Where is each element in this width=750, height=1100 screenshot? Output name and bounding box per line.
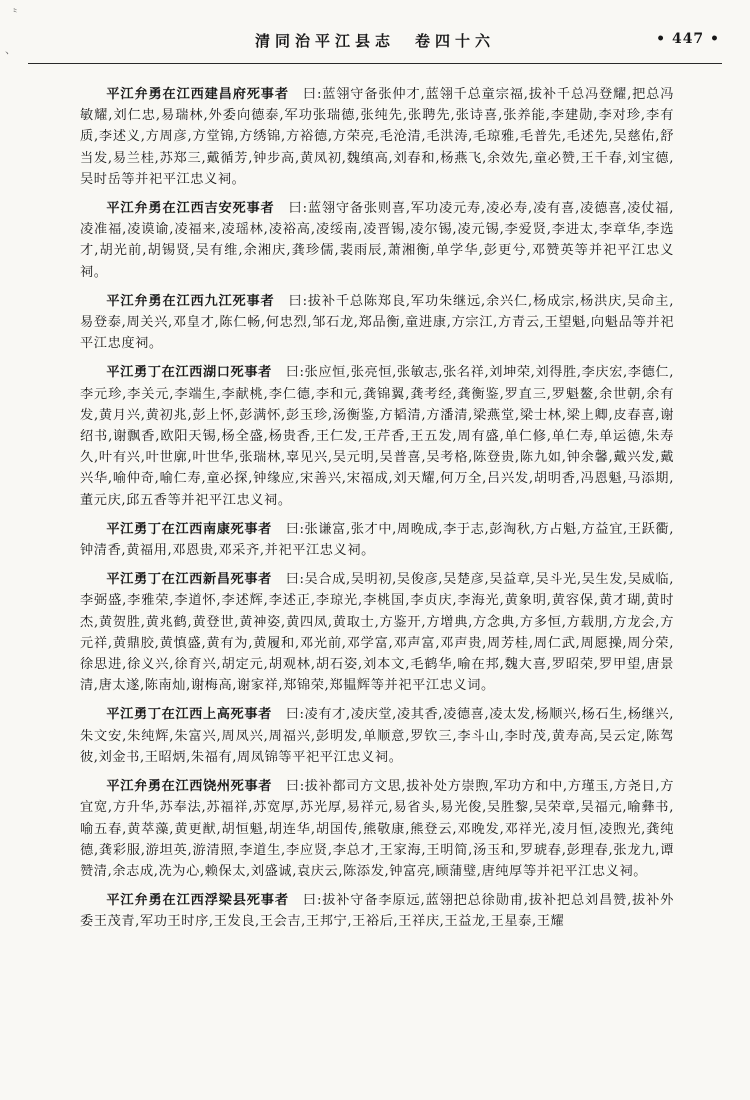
paragraph-heading: 平江弁勇在江西饶州死事者: [106, 779, 273, 795]
paragraph-body: 曰:蓝翎守备张则喜,军功凌元寿,凌必寿,凌有喜,凌德喜,凌仗福,凌准福,凌谟谕,凌福来,凌瑶林,凌裕高,凌绥南,凌晋锡,凌尔锡,凌元锡,李爱贤,李进太,李章华,李选才,胡光前,胡锡贤,吴有维,余湘庆,龚珍儒,裴雨辰,萧湘衡,单学华,彭更兮,邓赞英等并祀平江忠义祠。: [80, 201, 674, 280]
paragraph-body: 曰:吴合成,吴明初,吴俊彦,吴楚彦,吴益章,吴斗光,吴生发,吴威临,李弼盛,李雅荣,李道怀,李述辉,李述正,李琼光,李桃国,李贞庆,李海光,黄象明,黄容保,黄才瑚,黄时杰,黄贺胜,黄兆鹤,黄登世,黄神姿,黄四凤,黄取士,方鉴开,方增典,方念典,方多恒,方载朋,方龙会,方元祥,黄鼎胶,黄慎盛,黄有为,黄履和,邓光前,邓学富,邓声富,邓声贵,周芳桂,周仁武,周愿操,周分荣,徐思进,徐义兴,徐育兴,胡定元,胡观林,胡石姿,刘本文,毛鹤华,喻在邦,魏大喜,罗昭荣,罗甲望,唐景清,唐太遂,陈南灿,谢梅高,谢家祥,郑锦荣,郑韫辉等并祀平江忠义词。: [80, 572, 674, 694]
casualty-paragraph: [80, 519, 674, 561]
paragraph-heading: 平江勇丁在江西南康死事者: [106, 521, 272, 537]
paragraph-body: 曰:蓝翎守备张仲才,蓝翎千总童宗福,拔补千总冯登耀,把总冯敏耀,刘仁忠,易瑞林,外委向德泰,军功张瑞德,张纯先,张聘先,张诗喜,张养能,李建勋,李对珍,李有质,李述义,方周彦,方堂锦,方绣锦,方裕德,方荣亮,毛沧清,毛洪涛,毛琼雅,毛普先,毛述先,吴慈佑,舒当发,易兰桂,苏郑三,戴循芳,钟步高,黄凤初,魏缜高,刘春和,杨燕飞,余效先,童必赞,王千春,刘宝德,吴时岳等并祀平江忠义祠。: [80, 87, 674, 187]
page-header: [0, 0, 750, 56]
paragraph-heading: 平江勇丁在江西新昌死事者: [106, 572, 272, 588]
document-body: [0, 64, 750, 933]
casualty-paragraph: [80, 198, 674, 283]
paragraph-heading: 平江弁勇在江西建昌府死事者: [106, 87, 289, 102]
casualty-paragraph: [80, 569, 674, 696]
page-number: • 447 •: [656, 31, 720, 47]
casualty-paragraph: [80, 890, 674, 932]
paragraph-heading: 平江弁勇在江西吉安死事者: [106, 201, 275, 217]
paragraph-body: 曰:凌有才,凌庆堂,凌其香,凌德喜,凌太发,杨顺兴,杨石生,杨继兴,朱文安,朱纯辉,朱富兴,周凤兴,周福兴,彭明发,单顺意,罗钦三,李斗山,李时茂,黄寿高,吴云定,陈驾彼,刘金书,王昭炳,朱福有,周凤锦等平祀平江忠义祠。: [80, 707, 674, 765]
paragraph-heading: 平江勇丁在江西湖口死事者: [106, 365, 272, 381]
book-title: 清同治平江县志 卷四十六: [254, 32, 495, 50]
paragraph-heading: 平江弁勇在江西浮梁县死事者: [106, 893, 289, 909]
casualty-paragraph: [80, 84, 674, 190]
paragraph-heading: 平江勇丁在江西上高死事者: [106, 707, 272, 723]
scan-speck-mark: 、: [5, 43, 16, 56]
paragraph-body: 曰:拔补守备李原远,蓝翎把总徐勋甫,拔补把总刘昌赞,拔补外委王茂青,军功王时序,王发良,王会吉,王邦宁,王裕后,王祥庆,王益龙,王星泰,王耀: [80, 893, 674, 930]
scan-speck-mark: 〝: [6, 7, 19, 22]
casualty-paragraph: [80, 704, 674, 768]
paragraph-heading: 平江弁勇在江西九江死事者: [106, 293, 275, 309]
paragraph-body: 曰:拔补都司方文思,拔补处方崇煦,军功方和中,方瑾玉,方尧日,方宜宽,方升华,苏奉法,苏福祥,苏宽厚,苏光厚,易祥元,易省头,易光俊,吴胜黎,吴荣章,吴福元,喻彝书,喻五春,黄萃藻,黄更猷,胡恒魁,胡连华,胡国传,熊敬康,熊登云,邓晚发,邓祥光,凌月恒,凌煦光,龚纯德,龚彩服,游坦英,游清照,李道生,李应贤,李总才,王家海,王明简,汤玉和,罗琥春,彭理春,张龙九,谭赞清,余志成,冼为心,赖保太,刘盛诚,袁庆云,陈添发,钟富亮,顾蒲璧,唐纯厚等并祀平江忠义祠。: [80, 779, 675, 879]
paragraph-body: 曰:张应恒,张亮恒,张敏志,张名祥,刘坤荣,刘得胜,李庆宏,李德仁,李元珍,李关元,李端生,李献桃,李仁德,李和元,龚锦翼,龚考经,龚衡鉴,罗直三,罗魁鳌,余世朝,余有发,黄月兴,黄初兆,彭上怀,彭满怀,彭玉珍,汤衡鉴,方韬清,方潘清,梁燕堂,梁士林,梁上卿,皮春喜,谢绍书,谢飘香,欧阳天锡,杨全盛,杨贵香,王仁发,王芹香,王五发,周有盛,单仁修,单仁寿,单运德,朱寿久,叶有兴,叶世廓,叶世华,张瑞林,辜见兴,吴元明,吴普喜,吴考格,陈登贵,陈九如,钟余馨,戴兴发,戴兴华,喻仲奇,喻仁寿,童必探,钟缘应,宋善兴,宋福成,刘天耀,何万全,吕兴发,胡明香,冯恩魁,马添期,董元庆,邱五香等并祀平江忠义祠。: [80, 365, 674, 508]
casualty-paragraph: [80, 362, 674, 510]
casualty-paragraph: [80, 776, 674, 882]
casualty-paragraph: [80, 291, 674, 355]
paragraph-body: 曰:张谦富,张才中,周晚成,李于志,彭淘秋,方占魁,方益宜,王跃衢,钟清香,黄福用,邓恩贵,邓采齐,并祀平江忠义祠。: [80, 521, 674, 559]
paragraph-body: 曰:拔补千总陈郑良,军功朱继远,余兴仁,杨成宗,杨洪庆,吴命主,易登泰,周关兴,邓皇才,陈仁畅,何忠烈,邹石龙,郑品衡,童进康,方宗江,方青云,王望魁,向魁品等并祀平江忠度祠。: [80, 293, 674, 352]
